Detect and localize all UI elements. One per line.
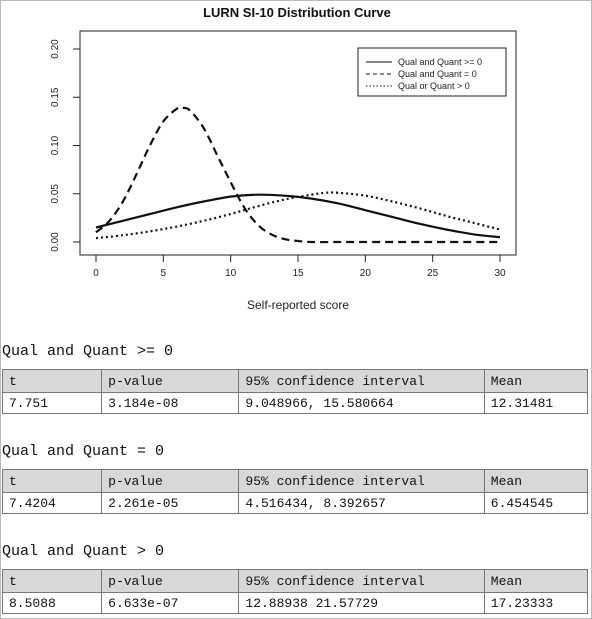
series-line-dashed: [96, 107, 500, 242]
header-cell: Mean: [484, 370, 587, 393]
y-tick-label: 0.15: [50, 87, 61, 107]
stats-table: [2, 369, 588, 414]
x-tick-label: 5: [160, 268, 167, 279]
x-axis: [93, 255, 506, 279]
table-cell: 12.88938 21.57729: [239, 593, 484, 614]
header-cell: 95% confidence interval: [239, 470, 484, 493]
table-cell: 6.633e-07: [102, 593, 239, 614]
table-cell: 8.5088: [3, 593, 102, 614]
table-row: [3, 493, 588, 514]
series-line-dotted: [96, 192, 500, 238]
x-tick-label: 20: [359, 268, 371, 279]
table-cell: 7.751: [3, 393, 102, 414]
table-header-row: [3, 470, 588, 493]
y-tick-label: 0.20: [50, 39, 61, 59]
section-heading: Qual and Quant >= 0: [2, 343, 174, 360]
table-cell: 17.23333: [484, 593, 587, 614]
header-cell: t: [3, 570, 102, 593]
table-cell: 4.516434, 8.392657: [239, 493, 484, 514]
table-row: [3, 593, 588, 614]
x-tick-label: 25: [427, 268, 439, 279]
x-tick-label: 30: [494, 268, 506, 279]
table-cell: 2.261e-05: [102, 493, 239, 514]
stats-table: [2, 469, 588, 514]
header-cell: t: [3, 470, 102, 493]
header-cell: p-value: [102, 470, 239, 493]
y-tick-label: 0.10: [50, 135, 61, 156]
header-cell: Mean: [484, 470, 587, 493]
table-cell: 3.184e-08: [102, 393, 239, 414]
section-qual-and-quant-gte-0: [2, 341, 588, 414]
legend-label: Qual and Quant = 0: [398, 69, 477, 79]
table-cell: 7.4204: [3, 493, 102, 514]
x-axis-label: Self-reported score: [246, 298, 350, 312]
y-tick-label: 0.05: [50, 184, 61, 204]
header-cell: t: [3, 370, 102, 393]
table-cell: 9.048966, 15.580664: [239, 393, 484, 414]
table-cell: 6.454545: [484, 493, 587, 514]
header-cell: 95% confidence interval: [239, 370, 484, 393]
header-cell: p-value: [102, 370, 239, 393]
y-axis: [50, 39, 80, 252]
header-cell: p-value: [102, 570, 239, 593]
section-heading: Qual and Quant > 0: [2, 543, 165, 560]
table-header-row: [3, 370, 588, 393]
series-layer: [96, 107, 500, 242]
x-tick-label: 15: [292, 268, 304, 279]
legend-label: Qual or Quant > 0: [398, 81, 470, 91]
legend-label: Qual and Quant >= 0: [398, 57, 483, 67]
section-qual-and-quant-eq-0: [2, 441, 588, 514]
stats-table: [2, 569, 588, 614]
table-row: [3, 393, 588, 414]
table-header-row: [3, 570, 588, 593]
header-cell: Mean: [484, 570, 587, 593]
section-heading: Qual and Quant = 0: [2, 443, 165, 460]
section-qual-and-quant-gt-0: [2, 541, 588, 614]
header-cell: 95% confidence interval: [239, 570, 484, 593]
chart-title: LURN SI-10 Distribution Curve: [203, 5, 391, 20]
x-tick-label: 10: [225, 268, 237, 279]
y-tick-label: 0.00: [50, 232, 61, 252]
table-cell: 12.31481: [484, 393, 587, 414]
x-tick-label: 0: [93, 268, 99, 279]
legend: [358, 48, 506, 96]
